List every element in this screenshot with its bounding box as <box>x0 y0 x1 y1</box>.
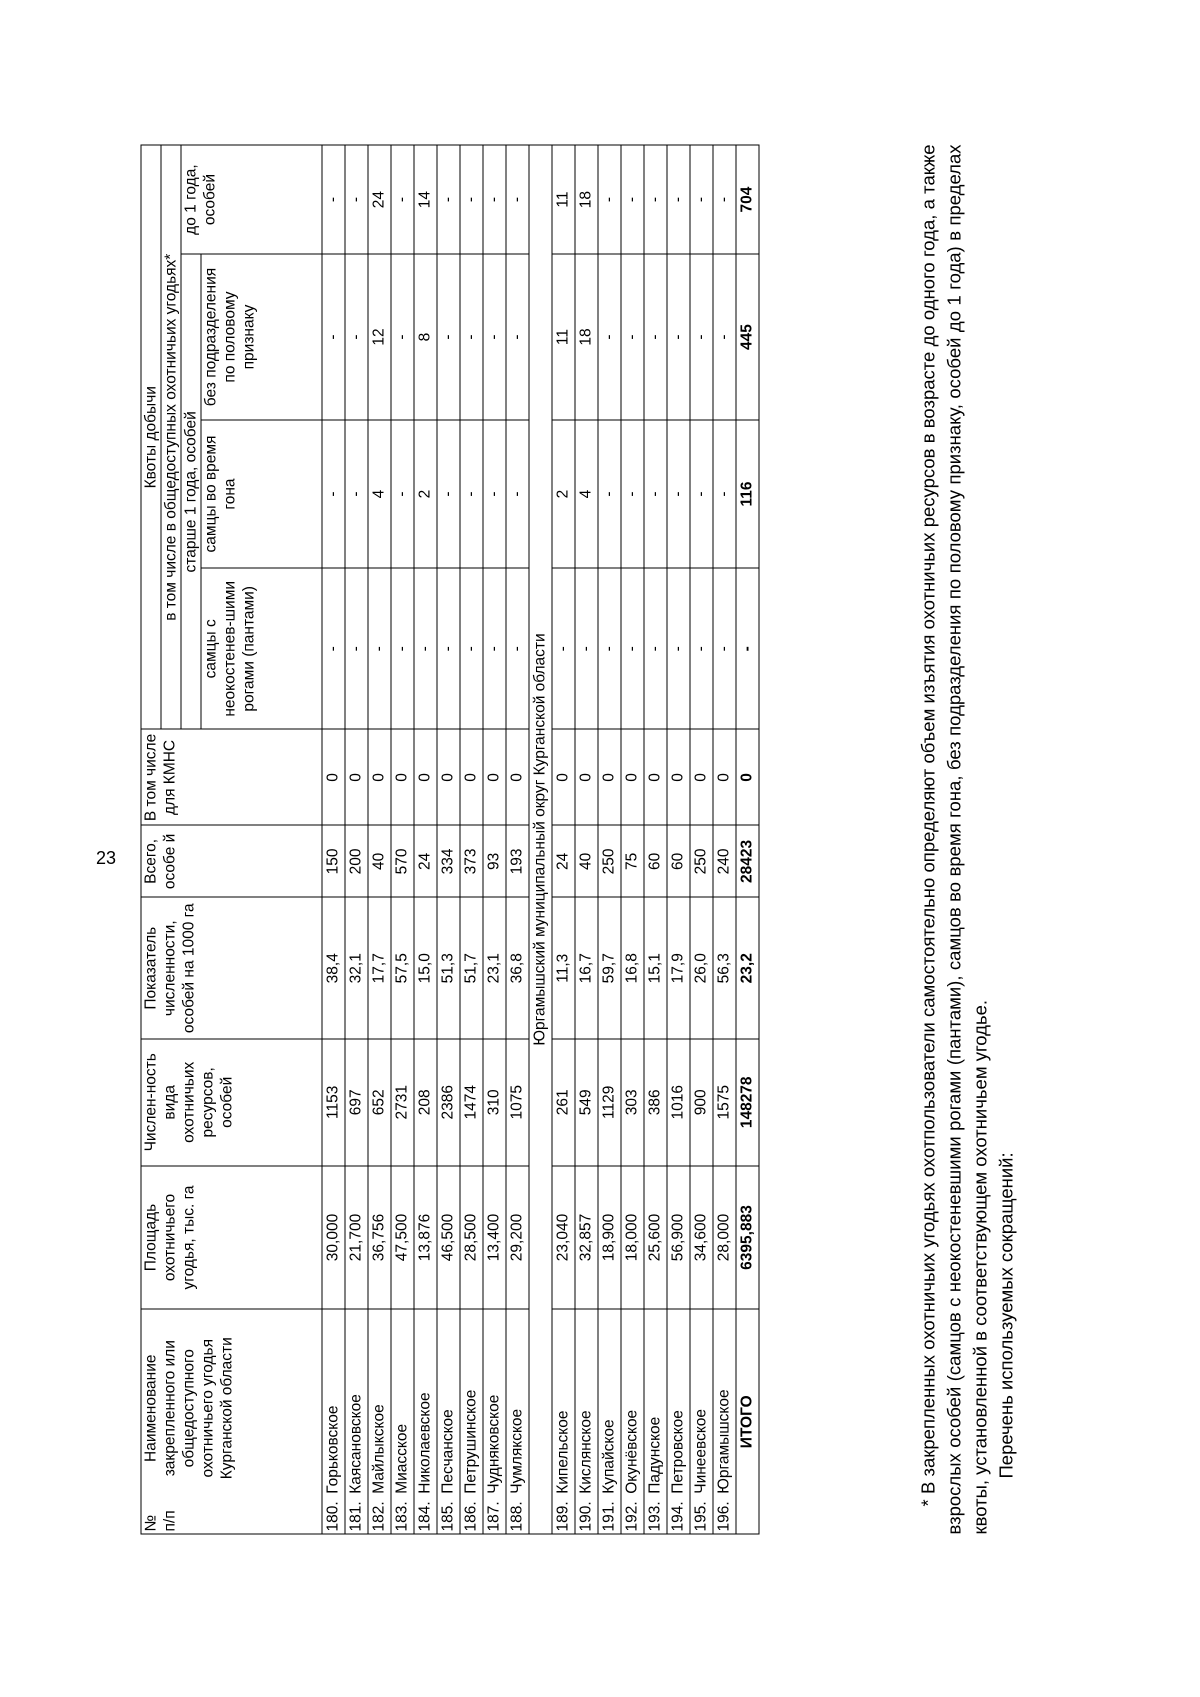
cell-quota-total: 570 <box>391 825 414 897</box>
table-row <box>345 145 368 1534</box>
cell-rut-males: 4 <box>368 420 391 568</box>
cell-quota-total: 40 <box>368 825 391 897</box>
cell-antler-males: - <box>598 568 621 729</box>
cell-rut-males: - <box>713 420 736 568</box>
cell-num: 196. <box>713 1495 736 1534</box>
hunting-quota-table <box>141 145 760 1535</box>
cell-rut-males: - <box>506 420 529 568</box>
cell-antler-males: - <box>506 568 529 729</box>
cell-area: 46,500 <box>437 1166 460 1310</box>
total-under-one: 704 <box>736 145 759 254</box>
cell-antler-males: - <box>345 568 368 729</box>
cell-no-sex: 8 <box>414 254 437 420</box>
table-row <box>644 145 667 1534</box>
cell-density: 32,1 <box>345 897 368 1039</box>
cell-population: 549 <box>575 1039 598 1165</box>
cell-name: Майлыкское <box>368 1309 391 1494</box>
cell-quota-total: 75 <box>621 825 644 897</box>
total-rut-males: 116 <box>736 420 759 568</box>
cell-density: 11,3 <box>552 897 575 1039</box>
page-number: 23 <box>96 848 117 868</box>
table-row <box>506 145 529 1534</box>
cell-density: 23,1 <box>483 897 506 1039</box>
cell-rut-males: - <box>322 420 345 568</box>
cell-area: 30,000 <box>322 1166 345 1310</box>
total-row <box>736 145 759 1534</box>
cell-population: 900 <box>690 1039 713 1165</box>
cell-no-sex: 18 <box>575 254 598 420</box>
cell-kmns: 0 <box>437 729 460 825</box>
table-row <box>575 145 598 1534</box>
cell-kmns: 0 <box>460 729 483 825</box>
cell-no-sex: - <box>345 254 368 420</box>
cell-area: 21,700 <box>345 1166 368 1310</box>
table-row <box>391 145 414 1534</box>
cell-name: Падунское <box>644 1309 667 1494</box>
cell-antler-males: - <box>322 568 345 729</box>
cell-name: Петрушинское <box>460 1309 483 1494</box>
cell-num: 195. <box>690 1495 713 1534</box>
cell-area: 32,857 <box>575 1166 598 1310</box>
cell-rut-males: - <box>644 420 667 568</box>
cell-num: 192. <box>621 1495 644 1534</box>
header-older-group: старше 1 года, особей <box>181 254 201 729</box>
table-row <box>322 145 345 1534</box>
cell-population: 2386 <box>437 1039 460 1165</box>
cell-area: 18,900 <box>598 1166 621 1310</box>
cell-density: 15,0 <box>414 897 437 1039</box>
table-row <box>621 145 644 1534</box>
total-kmns: 0 <box>736 729 759 825</box>
cell-num: 193. <box>644 1495 667 1534</box>
cell-density: 16,7 <box>575 897 598 1039</box>
cell-no-sex: 12 <box>368 254 391 420</box>
header-num-name <box>141 1309 322 1534</box>
cell-area: 23,040 <box>552 1166 575 1310</box>
table-district-section <box>529 145 552 1534</box>
table-body-group-a <box>322 145 529 1534</box>
cell-population: 2731 <box>391 1039 414 1165</box>
cell-under-one: 24 <box>368 145 391 254</box>
cell-antler-males: - <box>667 568 690 729</box>
cell-area: 28,500 <box>460 1166 483 1310</box>
cell-population: 1474 <box>460 1039 483 1165</box>
header-num: № п/п <box>142 1510 179 1532</box>
cell-density: 51,3 <box>437 897 460 1039</box>
cell-population: 1153 <box>322 1039 345 1165</box>
cell-antler-males: - <box>391 568 414 729</box>
header-name: Наименование закрепленного или общедоступного охотничьего угодья Курганской области <box>142 1337 236 1480</box>
total-density: 23,2 <box>736 897 759 1039</box>
cell-kmns: 0 <box>483 729 506 825</box>
cell-density: 59,7 <box>598 897 621 1039</box>
cell-antler-males: - <box>690 568 713 729</box>
cell-area: 13,876 <box>414 1166 437 1310</box>
cell-population: 697 <box>345 1039 368 1165</box>
header-quotas-group: Квоты добычи <box>141 145 161 729</box>
cell-quota-total: 200 <box>345 825 368 897</box>
cell-quota-total: 240 <box>713 825 736 897</box>
cell-quota-total: 24 <box>552 825 575 897</box>
cell-kmns: 0 <box>506 729 529 825</box>
cell-quota-total: 40 <box>575 825 598 897</box>
cell-under-one: 14 <box>414 145 437 254</box>
table-row <box>667 145 690 1534</box>
cell-population: 1129 <box>598 1039 621 1165</box>
cell-under-one: - <box>391 145 414 254</box>
cell-num: 181. <box>345 1495 368 1534</box>
cell-under-one: 11 <box>552 145 575 254</box>
quota-table-wrapper <box>141 145 760 1535</box>
cell-antler-males: - <box>414 568 437 729</box>
cell-rut-males: - <box>460 420 483 568</box>
cell-under-one: - <box>713 145 736 254</box>
cell-no-sex: - <box>644 254 667 420</box>
cell-antler-males: - <box>644 568 667 729</box>
cell-population: 1575 <box>713 1039 736 1165</box>
cell-kmns: 0 <box>391 729 414 825</box>
cell-rut-males: 4 <box>575 420 598 568</box>
cell-antler-males: - <box>460 568 483 729</box>
cell-density: 56,3 <box>713 897 736 1039</box>
cell-rut-males: - <box>667 420 690 568</box>
cell-area: 28,000 <box>713 1166 736 1310</box>
header-quota-total: Всего, особе й <box>141 825 322 897</box>
table-row <box>713 145 736 1534</box>
cell-rut-males: - <box>391 420 414 568</box>
cell-no-sex: - <box>483 254 506 420</box>
header-density: Показатель численности, особей на 1000 га <box>141 897 322 1039</box>
cell-under-one: - <box>483 145 506 254</box>
cell-num: 186. <box>460 1495 483 1534</box>
cell-kmns: 0 <box>644 729 667 825</box>
cell-no-sex: 11 <box>552 254 575 420</box>
table-row <box>368 145 391 1534</box>
cell-density: 38,4 <box>322 897 345 1039</box>
cell-name: Миасское <box>391 1309 414 1494</box>
cell-under-one: - <box>460 145 483 254</box>
header-under-one: до 1 года, особей <box>181 145 322 254</box>
cell-quota-total: 250 <box>690 825 713 897</box>
cell-antler-males: - <box>575 568 598 729</box>
cell-area: 18,000 <box>621 1166 644 1310</box>
cell-under-one: - <box>506 145 529 254</box>
cell-density: 26,0 <box>690 897 713 1039</box>
cell-density: 51,7 <box>460 897 483 1039</box>
total-label: ИТОГО <box>736 1309 759 1534</box>
cell-rut-males: - <box>621 420 644 568</box>
cell-antler-males: - <box>552 568 575 729</box>
cell-quota-total: 60 <box>667 825 690 897</box>
cell-num: 188. <box>506 1495 529 1534</box>
footnote-block <box>916 145 1020 1535</box>
footnote-text: * В закрепленных охотничьих угодьях охотпользователи самостоятельно определяют объем изъятия охотничьих ресурсов в возрасте до одного года, а также взрослых особей (самцов с неокостеневшими рогами (пантами), самцов во время гона, без подразделения по половому признаку, особей до 1 года) в пределах квоты, установленной в соответствующем охотничьем угодье. <box>917 144 991 1535</box>
total-quota: 28423 <box>736 825 759 897</box>
header-rut-males: самцы во время гона <box>201 420 322 568</box>
cell-population: 652 <box>368 1039 391 1165</box>
cell-quota-total: 373 <box>460 825 483 897</box>
cell-name: Песчанское <box>437 1309 460 1494</box>
cell-quota-total: 334 <box>437 825 460 897</box>
cell-under-one: - <box>437 145 460 254</box>
district-row <box>529 145 552 1534</box>
cell-num: 183. <box>391 1495 414 1534</box>
cell-density: 16,8 <box>621 897 644 1039</box>
cell-population: 1075 <box>506 1039 529 1165</box>
header-antler-males: самцы с неокостенев-шими рогами (пантами) <box>201 568 322 729</box>
cell-name: Чумлякское <box>506 1309 529 1494</box>
cell-name: Каясановское <box>345 1309 368 1494</box>
cell-kmns: 0 <box>414 729 437 825</box>
cell-num: 191. <box>598 1495 621 1534</box>
cell-rut-males: - <box>483 420 506 568</box>
cell-name: Горьковское <box>322 1309 345 1494</box>
cell-kmns: 0 <box>368 729 391 825</box>
cell-rut-males: 2 <box>552 420 575 568</box>
cell-density: 17,9 <box>667 897 690 1039</box>
cell-antler-males: - <box>713 568 736 729</box>
cell-under-one: - <box>690 145 713 254</box>
cell-population: 208 <box>414 1039 437 1165</box>
cell-population: 1016 <box>667 1039 690 1165</box>
table-row <box>598 145 621 1534</box>
cell-no-sex: - <box>506 254 529 420</box>
cell-under-one: - <box>598 145 621 254</box>
total-no-sex: 445 <box>736 254 759 420</box>
cell-no-sex: - <box>460 254 483 420</box>
cell-no-sex: - <box>667 254 690 420</box>
cell-kmns: 0 <box>690 729 713 825</box>
header-area: Площадь охотничьего угодья, тыс. га <box>141 1166 322 1310</box>
cell-quota-total: 60 <box>644 825 667 897</box>
cell-under-one: - <box>621 145 644 254</box>
cell-no-sex: - <box>598 254 621 420</box>
cell-name: Чудняковское <box>483 1309 506 1494</box>
table-row <box>414 145 437 1534</box>
cell-kmns: 0 <box>322 729 345 825</box>
cell-no-sex: - <box>690 254 713 420</box>
table-row <box>552 145 575 1534</box>
cell-kmns: 0 <box>667 729 690 825</box>
cell-quota-total: 93 <box>483 825 506 897</box>
cell-num: 189. <box>552 1495 575 1534</box>
district-title: Юргамышский муниципальный округ Курганской области <box>529 145 552 1534</box>
table-row <box>437 145 460 1534</box>
header-no-sex: без подразделения по половому признаку <box>201 254 322 420</box>
cell-num: 182. <box>368 1495 391 1534</box>
cell-num: 185. <box>437 1495 460 1534</box>
cell-area: 13,400 <box>483 1166 506 1310</box>
cell-population: 261 <box>552 1039 575 1165</box>
cell-rut-males: - <box>598 420 621 568</box>
cell-area: 56,900 <box>667 1166 690 1310</box>
cell-num: 194. <box>667 1495 690 1534</box>
cell-kmns: 0 <box>598 729 621 825</box>
total-population: 148278 <box>736 1039 759 1165</box>
cell-no-sex: - <box>437 254 460 420</box>
cell-name: Чинеевское <box>690 1309 713 1494</box>
table-body-group-b <box>552 145 736 1534</box>
cell-num: 187. <box>483 1495 506 1534</box>
cell-under-one: - <box>667 145 690 254</box>
cell-no-sex: - <box>713 254 736 420</box>
cell-name: Петровское <box>667 1309 690 1494</box>
cell-kmns: 0 <box>575 729 598 825</box>
table-row <box>483 145 506 1534</box>
cell-quota-total: 250 <box>598 825 621 897</box>
cell-name: Кипельское <box>552 1309 575 1494</box>
cell-name: Юргамышское <box>713 1309 736 1494</box>
table-total-section <box>736 145 759 1534</box>
cell-rut-males: - <box>690 420 713 568</box>
header-kmns: В том числе для КМНС <box>141 729 322 825</box>
table-row <box>690 145 713 1534</box>
cell-antler-males: - <box>437 568 460 729</box>
cell-kmns: 0 <box>345 729 368 825</box>
cell-no-sex: - <box>621 254 644 420</box>
cell-rut-males: - <box>345 420 368 568</box>
cell-population: 386 <box>644 1039 667 1165</box>
cell-quota-total: 193 <box>506 825 529 897</box>
cell-name: Купайское <box>598 1309 621 1494</box>
cell-num: 184. <box>414 1495 437 1534</box>
table-header <box>141 145 322 1534</box>
cell-kmns: 0 <box>713 729 736 825</box>
cell-rut-males: - <box>437 420 460 568</box>
cell-area: 29,200 <box>506 1166 529 1310</box>
cell-population: 310 <box>483 1039 506 1165</box>
cell-rut-males: 2 <box>414 420 437 568</box>
cell-quota-total: 150 <box>322 825 345 897</box>
cell-area: 34,600 <box>690 1166 713 1310</box>
rotated-page-content <box>1 0 1200 1697</box>
table-row <box>460 145 483 1534</box>
header-population: Числен-ность вида охотничьих ресурсов, особей <box>141 1039 322 1165</box>
cell-name: Николаевское <box>414 1309 437 1494</box>
cell-population: 303 <box>621 1039 644 1165</box>
cell-antler-males: - <box>368 568 391 729</box>
cell-under-one: - <box>644 145 667 254</box>
cell-antler-males: - <box>621 568 644 729</box>
cell-num: 190. <box>575 1495 598 1534</box>
cell-under-one: 18 <box>575 145 598 254</box>
cell-no-sex: - <box>391 254 414 420</box>
abbreviations-intro: Перечень используемых сокращений: <box>995 1152 1017 1479</box>
cell-no-sex: - <box>322 254 345 420</box>
cell-density: 17,7 <box>368 897 391 1039</box>
cell-area: 25,600 <box>644 1166 667 1310</box>
cell-antler-males: - <box>483 568 506 729</box>
cell-under-one: - <box>345 145 368 254</box>
total-antler-males: - <box>736 568 759 729</box>
cell-kmns: 0 <box>552 729 575 825</box>
total-area: 6395,883 <box>736 1166 759 1310</box>
cell-name: Окунёвское <box>621 1309 644 1494</box>
cell-kmns: 0 <box>621 729 644 825</box>
cell-density: 36,8 <box>506 897 529 1039</box>
cell-area: 47,500 <box>391 1166 414 1310</box>
cell-num: 180. <box>322 1495 345 1534</box>
cell-quota-total: 24 <box>414 825 437 897</box>
cell-density: 57,5 <box>391 897 414 1039</box>
cell-under-one: - <box>322 145 345 254</box>
cell-name: Кислянское <box>575 1309 598 1494</box>
header-public-group: в том числе в общедоступных охотничьих угодьях* <box>161 145 181 729</box>
cell-area: 36,756 <box>368 1166 391 1310</box>
cell-density: 15,1 <box>644 897 667 1039</box>
